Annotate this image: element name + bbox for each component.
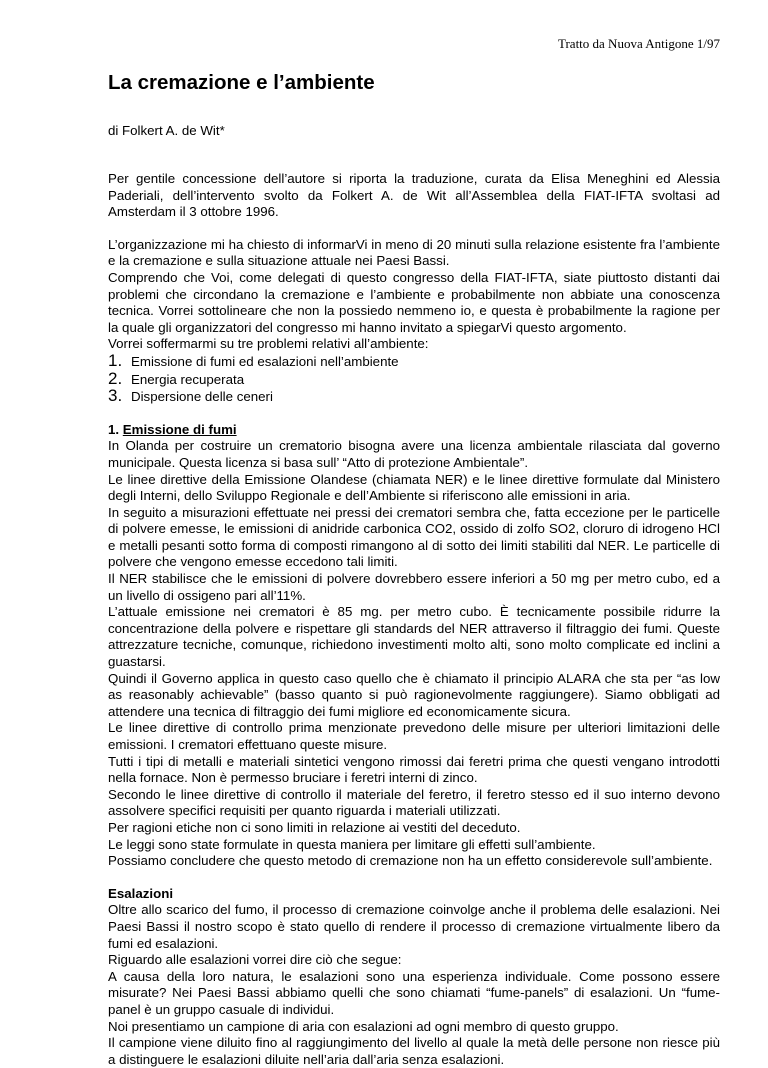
page-header: Tratto da Nuova Antigone 1/97: [557, 36, 720, 51]
body-paragraph: In Olanda per costruire un crematorio bisogna avere una licenza ambientale rilasciata dal governo municipale. Questa licenza si basa sull’ “Atto di protezione Ambientale”.: [108, 438, 720, 470]
list-text: Emissione di fumi ed esalazioni nell’ambiente: [131, 353, 399, 369]
body-paragraph: Secondo le linee direttive di controllo il materiale del feretro, il feretro stesso ed il suo interno devono assolvere specifici requisiti per quanto riguarda i materiali utilizzati.: [108, 786, 720, 819]
list-text: Energia recuperata: [131, 371, 245, 387]
body-paragraph: Il campione viene diluito fino al raggiungimento del livello al quale la metà delle persone non riesce più a distinguere le esalazioni diluite nell’aria dall’aria senza esalazioni.: [108, 1035, 720, 1067]
list-number: 2.: [108, 368, 123, 388]
body-paragraph: Tutti i tipi di metalli e materiali sintetici vengono rimossi dai feretri prima che questi vengano introdotti nella fornace. Non è permesso bruciare i feretri interni di zinco.: [108, 753, 720, 786]
body-paragraph: L’organizzazione mi ha chiesto di informarVi in meno di 20 minuti sulla relazione esistente fra l’ambiente e la cremazione e sulla situazione attuale nei Paesi Bassi.: [108, 236, 720, 269]
document-title: La cremazione e l’ambiente: [108, 71, 375, 94]
body-paragraph: Le linee direttive della Emissione Olandese (chiamata NER) e le linee direttive formulate dal Ministero degli Interni, dello Sviluppo Regionale e dell’Ambiente si riferiscono alle emissioni in aria.: [108, 471, 720, 504]
body-paragraph: Il NER stabilisce che le emissioni di polvere dovrebbero essere inferiori a 50 mg per metro cubo, ed a un livello di ossigeno pari all’11%.: [108, 571, 720, 603]
body-paragraph: A causa della loro natura, le esalazioni sono una esperienza individuale. Come possono essere misurate? Nei Paesi Bassi abbiamo quelli che sono chiamati “fume-panels” di esalazioni. Un “fume-panel è un gruppo casuale di individui.: [108, 968, 720, 1017]
list-item: [108, 388, 720, 406]
body-paragraph: Possiamo concludere che questo metodo di cremazione non ha un effetto considerevole sull’ambiente.: [108, 853, 713, 869]
body-paragraph: Quindi il Governo applica in questo caso quello che è chiamato il principio ALARA che sta per “as low as reasonably achievable” (basso quanto si può ragionevolmente raggiungere). Siamo obbligati ad attendere una tecnica di filtraggio dei fumi migliore ed economicamente sicura.: [108, 670, 720, 719]
section-heading-emissione: [108, 422, 720, 439]
body-paragraph: Vorrei soffermarmi su tre problemi relativi all’ambiente:: [108, 336, 429, 352]
body-paragraph: Oltre allo scarico del fumo, il processo di cremazione coinvolge anche il problema delle esalazioni. Nei Paesi Bassi il nostro scopo è stato quello di rendere il processo di cremazione virtualmente libero da fumi ed esalazioni.: [108, 902, 720, 951]
section-heading-esalazioni: Esalazioni: [108, 885, 174, 901]
body-paragraph: Le leggi sono state formulate in questa maniera per limitare gli effetti sull’ambiente.: [108, 836, 596, 852]
body-paragraph: L’attuale emissione nei crematori è 85 mg. per metro cubo. È tecnicamente possibile ridurre la concentrazione della polvere e rispettare gli standards del NER attraverso il filtraggio dei fumi. Queste attrezzature tecniche, comunque, richiedono investimenti molto alti, sono molto complicate ed inclini a guastarsi.: [108, 604, 720, 670]
intro-paragraph: Per gentile concessione dell’autore si riporta la traduzione, curata da Elisa Meneghini ed Alessia Paderiali, dell’intervento svolto da Folkert A. de Wit all’Assemblea della FIAT-IFTA svoltasi ad Amsterdam il 3 ottobre 1996.: [108, 171, 720, 220]
list-number: 3.: [108, 386, 123, 406]
body-paragraph: Noi presentiamo un campione di aria con esalazioni ad ogni membro di questo gruppo.: [108, 1018, 619, 1034]
list-number: 1.: [108, 350, 123, 370]
list-item: [108, 350, 720, 371]
list-item: [108, 368, 720, 389]
author-line: di Folkert A. de Wit*: [108, 123, 225, 138]
section-number: 1.: [108, 421, 123, 437]
body-paragraph: Riguardo alle esalazioni vorrei dire ciò che segue:: [108, 952, 402, 968]
body-paragraph: Comprendo che Voi, come delegati di questo congresso della FIAT-IFTA, siate piuttosto distanti dai problemi che circondano la cremazione e l’ambiente e probabilmente non abbiate una conoscenza tecnica. Vorrei sottolineare che non la possiedo nemmeno io, e questa è probabilmente la ragione per la quale gli organizzatori del congresso mi hanno invitato a spiegarVi questo argomento.: [108, 269, 720, 335]
body-paragraph: In seguito a misurazioni effettuate nei pressi dei crematori sembra che, fatta eccezione per le particelle di polvere emesse, le emissioni di anidride carbonica CO2, ossido di zolfo SO2, cloruro di idrogeno HCl e metalli pesanti sotto forma di composti rimangono al di sotto dei limiti stabiliti dal NER. Le particelle di polvere che vengono emesse eccedono tali limiti.: [108, 504, 720, 570]
list-text: Dispersione delle ceneri: [131, 389, 273, 405]
body-paragraph: Le linee direttive di controllo prima menzionate prevedono delle misure per ulteriori limitazioni delle emissioni. I crematori effettuano queste misure.: [108, 720, 720, 752]
body-paragraph: Per ragioni etiche non ci sono limiti in relazione ai vestiti del deceduto.: [108, 819, 521, 835]
section-title: Emissione di fumi: [122, 421, 237, 437]
topics-list: [108, 350, 720, 406]
document-body: [108, 171, 720, 1068]
